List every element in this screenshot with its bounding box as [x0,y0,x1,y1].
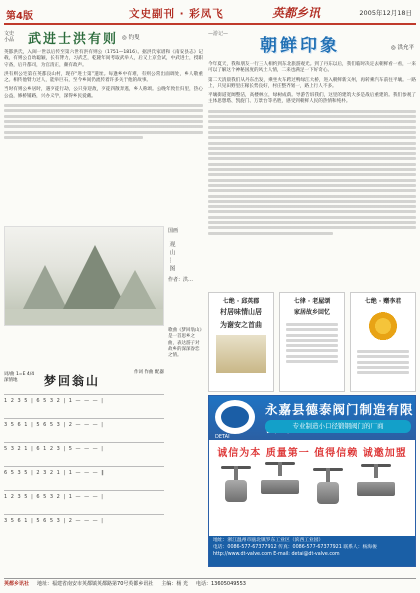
poem-heading: 七律 · 老屋颂 [293,298,331,305]
issue-date: 2005年12月18日 [359,9,412,17]
score-line: 3 5 6 1 | 5 6 5 3 | 2 — — — | [4,418,164,436]
ad-header [209,396,415,440]
song-score [4,328,203,544]
text-block [208,110,416,235]
poem-subheading: 家居故乡回忆 [293,309,330,316]
poem-boxes [208,292,416,392]
valve-product-image [309,468,347,518]
article-title: 朝鲜印象 [260,36,340,56]
article-byline: ◎ 钓叟 [122,35,140,41]
section-deco: —游记— [208,31,229,37]
poem-box [279,292,345,392]
ad-website: http://www.dt-valve.com E-mail: detai@dt-valve.com [213,551,340,557]
page-number: 第4版 [6,11,33,22]
song-meta-left: 词/曲 1=E 4/4 深情地 [4,372,35,383]
caption-title: 国画 [168,228,179,234]
poem-heading: 七绝 · 赠李君 [364,298,402,305]
ad-phone: 电话：0086-577-67377912 传真：0086-577-67377921 联系人：杨海俊 [213,544,377,550]
ad-address: 地址：浙江温州市瓯北镇罗东工业区（滨西工业园） [213,538,324,543]
publisher-name: 英都乡讯社 [4,581,30,587]
valve-product-image [217,466,255,516]
ad-slogan: 诚信为本 质量第一 值得信赖 诚邀加盟 [217,448,407,459]
poem-image [216,335,266,373]
score-line: 1 2 3 5 | 6 5 3 2 | 1 — — — | [4,394,164,412]
poem-subheading: 村居味情山居 [220,308,262,316]
right-article-banner [208,28,416,58]
song-side-note: 歌曲《梦回翁山》是一首思乡之曲，表达游子对故乡的深深眷恋之情。 [168,328,202,359]
company-tagline: 专业制造小口径锻钢阀门的厂商 [265,420,411,433]
article-paragraph: 今年夏天，我和朋友一行三人相约到东北旅游观光。到了丹东以后，我们临时决定去朝鲜看一看，一来可以了解这个神秘国度的风土人情，二来也满足一下好奇心。 [208,62,416,74]
article-tag: 文史 小品 [4,31,15,43]
article-paragraph: 平壤街道宽阔整洁，高楼林立，绿树成荫。导游告诉我们，这里的建筑大多是战后重建的。我们参观了主体思想塔、凯旋门、万景台等名胜，感受到朝鲜人民的热情和纯朴。 [208,93,416,105]
poem-body: 为谢安之首曲 [220,321,262,329]
valve-product-image [261,462,299,512]
page-header [4,3,416,25]
score-line: 1 2 3 5 | 6 5 3 2 | 1 — — — | [4,490,164,508]
song-meta-right: 作词 作曲 配器 [134,370,164,375]
poem-heading: 七绝 · 邱英郡 [222,298,260,305]
left-column [4,28,203,524]
company-name: 永嘉县德泰阀门制造有限 [265,402,414,417]
right-column [208,28,416,235]
landscape-painting [4,226,164,326]
score-line: 3 5 6 1 | 5 6 5 3 | 2 — — — | [4,514,164,532]
article-paragraph: 当时有则公乡居时，遇歹徒行劫，公只身迎敌，歹徒四散奔逃，乡人称颂。公晚年致仕归里，热心公益，修桥铺路，兴办义学，深得乡民爱戴。 [4,87,203,99]
painting-caption [168,228,202,284]
valve-products [217,462,407,530]
text-block [4,104,203,139]
caption-subtitle: 观山…图 [168,241,175,273]
left-article-header [4,28,203,46]
poem-box [350,292,416,392]
article-byline: ◎ 洪允平 [390,45,414,51]
song-title: 梦回翁山 [44,374,101,388]
publisher-phone: 电话：13605049553 [195,581,246,587]
article-paragraph: 洪有则公宅第在英都良山村，现存“进士第”遗址。每逢乡中有难，有则公常出面调处，乡人敬重之。相传他臂力过人，能举巨石，至今乡间仍流传着许多关于他的故事。 [4,71,203,84]
publisher-address: 地址：福建省南安市英都镇英都路第70号英都乡讯社 [37,581,154,587]
score-line: 5 3 2 1 | 6 1 2 3 | 5 — — — | [4,442,164,460]
section-title: 文史副刊 · 彩凤飞 [129,8,224,20]
article-paragraph: 英都洪氏，入闽一世以后传至第六世有洪有则公（1751—1816）。据洪氏家谱和《南安县志》记载，有则公自幼聪颖，长有膂力，习武艺，乾隆年间考取武举人，后又上京会试，中武进士，授职守备，后升都司，为官清正，颇有政声。 [4,50,203,68]
poem-box [208,292,274,392]
article-title: 武进士洪有则 [28,31,119,47]
ad-contact-info [209,536,415,566]
valve-product-image [357,464,395,514]
newspaper-logo: 英都乡讯 [272,6,321,20]
article-paragraph: 第二天清晨我们从丹东出发，乘坐火车跨过鸭绿江大桥，进入朝鲜新义州，再转乘汽车前往平壤。一路上，只见田野里庄稼长势良好，村庄整齐划一，路上行人不多。 [208,77,416,89]
company-logo [215,400,255,434]
flower-image [358,309,408,347]
page-footer [4,578,416,590]
score-line: 6 5 3 5 | 2 3 2 1 | 1 — — — ‖ [4,466,164,484]
valve-company-ad [208,395,416,567]
caption-author: 作者：洪… [168,277,194,283]
editor: 主编：杨 光 [161,581,188,587]
logo-text: DETAI [215,434,230,440]
